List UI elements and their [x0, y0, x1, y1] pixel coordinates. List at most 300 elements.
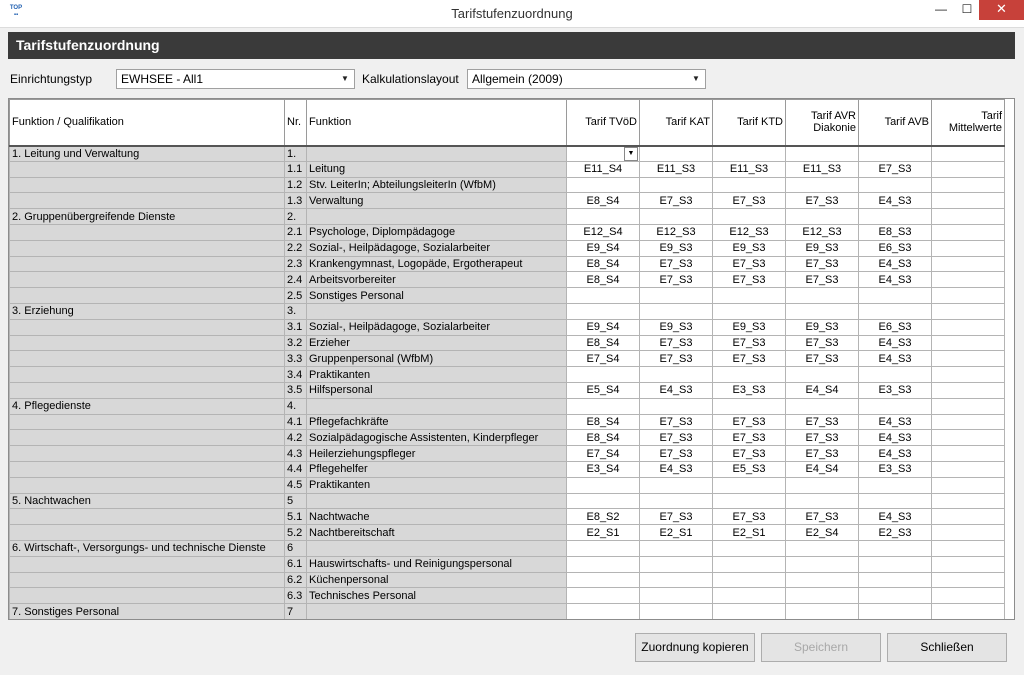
maximize-button[interactable]: ☐ [961, 2, 973, 16]
table-cell[interactable] [859, 556, 932, 572]
table-row[interactable] [10, 335, 1005, 351]
table-cell[interactable]: E7_S3 [713, 430, 786, 446]
table-cell[interactable]: E8_S3 [859, 224, 932, 240]
table-cell[interactable] [713, 493, 786, 509]
table-cell[interactable]: E6_S3 [859, 319, 932, 335]
table-cell: Gruppenpersonal (WfbM) [307, 351, 567, 367]
table-cell[interactable] [567, 398, 640, 414]
table-cell[interactable] [859, 493, 932, 509]
table-cell[interactable]: E9_S4 [567, 240, 640, 256]
table-cell [10, 335, 285, 351]
copy-assignment-button[interactable]: Zuordnung kopieren [635, 633, 755, 662]
chevron-down-icon[interactable]: ▼ [341, 74, 349, 83]
table-cell[interactable] [786, 540, 859, 556]
table-cell[interactable]: E2_S1 [640, 525, 713, 541]
table-cell[interactable]: E2_S1 [567, 525, 640, 541]
table-cell[interactable] [786, 588, 859, 604]
table-cell[interactable]: E11_S3 [713, 161, 786, 177]
table-cell[interactable] [932, 604, 1005, 620]
table-cell: Pflegefachkräfte [307, 414, 567, 430]
col-header-tarif-mittelwerte[interactable]: Tarif Mittelwerte [932, 100, 1005, 146]
table-row[interactable] [10, 272, 1005, 288]
table-cell[interactable]: E7_S3 [713, 351, 786, 367]
table-cell[interactable] [932, 398, 1005, 414]
table-row[interactable] [10, 367, 1005, 383]
table-cell[interactable]: E7_S3 [640, 256, 713, 272]
table-cell[interactable] [786, 209, 859, 225]
col-header-tarif-kat[interactable]: Tarif KAT [640, 100, 713, 146]
table-cell[interactable] [932, 351, 1005, 367]
table-cell[interactable] [932, 572, 1005, 588]
table-cell[interactable]: E7_S3 [640, 193, 713, 209]
table-cell[interactable] [640, 588, 713, 604]
table-row[interactable] [10, 414, 1005, 430]
table-cell[interactable] [713, 604, 786, 620]
table-cell[interactable] [932, 319, 1005, 335]
table-cell[interactable]: E2_S3 [859, 525, 932, 541]
table-cell [10, 430, 285, 446]
table-cell[interactable] [786, 572, 859, 588]
table-cell: 2. [285, 209, 307, 225]
table-cell[interactable] [713, 209, 786, 225]
table-cell[interactable] [932, 525, 1005, 541]
table-cell[interactable]: E12_S4 [567, 224, 640, 240]
table-row[interactable] [10, 525, 1005, 541]
table-cell[interactable] [640, 540, 713, 556]
kalkulationslayout-select[interactable] [467, 69, 706, 89]
table-cell: 5.1 [285, 509, 307, 525]
close-button[interactable]: Schließen [887, 633, 1007, 662]
table-cell [10, 367, 285, 383]
table-cell [10, 240, 285, 256]
table-row[interactable] [10, 588, 1005, 604]
table-cell[interactable]: E9_S3 [640, 319, 713, 335]
table-cell: Heilerziehungspfleger [307, 446, 567, 462]
table-cell[interactable]: E7_S3 [713, 335, 786, 351]
table-cell[interactable]: E4_S3 [640, 382, 713, 398]
table-cell[interactable] [640, 209, 713, 225]
table-cell[interactable]: E8_S4 [567, 272, 640, 288]
table-cell: Nachtbereitschaft [307, 525, 567, 541]
chevron-down-icon[interactable]: ▼ [692, 74, 700, 83]
table-cell: 5.2 [285, 525, 307, 541]
table-cell[interactable]: E7_S3 [786, 335, 859, 351]
table-cell[interactable]: E5_S3 [713, 461, 786, 477]
table-cell: Küchenpersonal [307, 572, 567, 588]
table-cell: 2.3 [285, 256, 307, 272]
table-cell [307, 604, 567, 620]
table-cell[interactable]: E8_S4 [567, 414, 640, 430]
table-row[interactable] [10, 556, 1005, 572]
col-header-funktion[interactable]: Funktion [307, 100, 567, 146]
table-cell[interactable] [932, 588, 1005, 604]
table-row[interactable] [10, 224, 1005, 240]
table-cell[interactable]: E7_S3 [640, 446, 713, 462]
table-cell[interactable]: E4_S3 [859, 193, 932, 209]
table-row[interactable] [10, 146, 1005, 162]
table-cell [10, 288, 285, 304]
table-cell[interactable] [713, 303, 786, 319]
table-cell[interactable]: E12_S3 [713, 224, 786, 240]
table-cell: 1.3 [285, 193, 307, 209]
table-cell[interactable]: E4_S3 [859, 335, 932, 351]
table-row[interactable] [10, 161, 1005, 177]
table-cell[interactable]: E7_S3 [786, 256, 859, 272]
window-title: Tarifstufenzuordnung [451, 6, 573, 21]
table-cell[interactable]: E7_S3 [640, 414, 713, 430]
table-cell[interactable] [859, 604, 932, 620]
table-row[interactable] [10, 382, 1005, 398]
table-cell[interactable] [640, 303, 713, 319]
table-cell[interactable] [859, 288, 932, 304]
table-cell: 4.2 [285, 430, 307, 446]
col-header-nr[interactable]: Nr. [285, 100, 307, 146]
table-cell[interactable] [859, 588, 932, 604]
table-cell [307, 398, 567, 414]
table-row[interactable] [10, 572, 1005, 588]
table-cell[interactable]: E7_S3 [786, 193, 859, 209]
table-cell[interactable] [786, 604, 859, 620]
table-cell[interactable] [567, 493, 640, 509]
table-cell[interactable] [640, 177, 713, 193]
table-cell[interactable] [932, 367, 1005, 383]
table-cell[interactable] [640, 146, 713, 162]
table-cell: 5 [285, 493, 307, 509]
table-cell[interactable] [932, 161, 1005, 177]
table-cell[interactable]: E7_S3 [713, 446, 786, 462]
table-cell: Sozialpädagogische Assistenten, Kinderpfleger [307, 430, 567, 446]
table-cell[interactable]: E3_S3 [859, 461, 932, 477]
table-cell[interactable] [640, 367, 713, 383]
table-cell[interactable] [713, 556, 786, 572]
table-cell[interactable]: E8_S4 [567, 430, 640, 446]
table-cell[interactable] [713, 398, 786, 414]
table-cell[interactable]: E7_S3 [859, 161, 932, 177]
table-cell[interactable] [567, 477, 640, 493]
table-cell: 5. Nachtwachen [10, 493, 285, 509]
table-row[interactable] [10, 288, 1005, 304]
table-cell[interactable]: E4_S3 [859, 414, 932, 430]
table-cell [10, 572, 285, 588]
table-cell[interactable]: E7_S3 [713, 509, 786, 525]
table-cell[interactable] [932, 540, 1005, 556]
table-row[interactable] [10, 351, 1005, 367]
table-cell[interactable] [859, 303, 932, 319]
window-titlebar [0, 0, 1024, 28]
table-row[interactable] [10, 193, 1005, 209]
table-cell[interactable] [859, 367, 932, 383]
table-header-row [10, 100, 1005, 146]
table-row[interactable] [10, 256, 1005, 272]
table-cell[interactable] [713, 367, 786, 383]
table-cell[interactable] [786, 146, 859, 162]
col-header-tarif-avr[interactable]: Tarif AVR Diakonie [786, 100, 859, 146]
table-cell[interactable]: E7_S3 [786, 509, 859, 525]
table-cell[interactable] [932, 177, 1005, 193]
table-cell[interactable] [932, 477, 1005, 493]
table-cell[interactable]: E11_S3 [640, 161, 713, 177]
table-row[interactable] [10, 240, 1005, 256]
table-cell[interactable] [567, 146, 640, 162]
table-cell: 4.4 [285, 461, 307, 477]
table-cell[interactable]: E9_S3 [786, 319, 859, 335]
minimize-button[interactable]: — [935, 2, 947, 16]
table-cell[interactable] [932, 461, 1005, 477]
table-cell[interactable] [567, 556, 640, 572]
table-cell [10, 588, 285, 604]
table-cell[interactable]: E7_S3 [640, 430, 713, 446]
table-cell[interactable]: E4_S3 [859, 430, 932, 446]
table-cell[interactable] [932, 556, 1005, 572]
table-cell [10, 477, 285, 493]
table-cell[interactable] [932, 382, 1005, 398]
table-row[interactable] [10, 604, 1005, 620]
table-cell: Hauswirtschafts- und Reinigungspersonal [307, 556, 567, 572]
table-cell[interactable]: E8_S2 [567, 509, 640, 525]
table-cell: Leitung [307, 161, 567, 177]
table-cell[interactable]: E7_S3 [786, 446, 859, 462]
table-cell[interactable] [932, 240, 1005, 256]
table-cell[interactable] [640, 398, 713, 414]
table-cell[interactable] [567, 303, 640, 319]
table-cell: Verwaltung [307, 193, 567, 209]
table-cell[interactable] [932, 288, 1005, 304]
table-cell[interactable]: E3_S3 [859, 382, 932, 398]
app-logo-icon: TOP ▪▪ [9, 5, 23, 18]
table-cell[interactable] [932, 414, 1005, 430]
table-cell[interactable] [932, 430, 1005, 446]
tarif-grid [8, 98, 1015, 620]
table-cell[interactable] [567, 604, 640, 620]
table-cell[interactable] [932, 224, 1005, 240]
table-cell[interactable]: E4_S3 [859, 256, 932, 272]
table-cell[interactable]: E7_S3 [786, 351, 859, 367]
table-cell[interactable]: E7_S3 [713, 272, 786, 288]
table-cell [10, 461, 285, 477]
table-cell[interactable] [567, 588, 640, 604]
table-cell[interactable] [713, 477, 786, 493]
table-cell[interactable] [932, 493, 1005, 509]
table-cell[interactable] [567, 540, 640, 556]
table-cell[interactable]: E9_S3 [713, 240, 786, 256]
table-cell: Pflegehelfer [307, 461, 567, 477]
table-cell[interactable]: E7_S3 [786, 430, 859, 446]
col-header-tarif-avb[interactable]: Tarif AVB [859, 100, 932, 146]
table-cell [307, 493, 567, 509]
table-cell[interactable]: E6_S3 [859, 240, 932, 256]
table-cell[interactable] [932, 509, 1005, 525]
einrichtungstyp-select[interactable] [116, 69, 355, 89]
table-cell [307, 303, 567, 319]
table-cell: 3.3 [285, 351, 307, 367]
table-row[interactable] [10, 461, 1005, 477]
table-cell[interactable] [713, 177, 786, 193]
table-cell[interactable]: E7_S3 [640, 351, 713, 367]
table-row[interactable] [10, 319, 1005, 335]
table-cell[interactable] [567, 288, 640, 304]
table-cell[interactable]: E2_S4 [786, 525, 859, 541]
table-cell[interactable] [932, 335, 1005, 351]
table-cell[interactable] [859, 398, 932, 414]
table-cell[interactable] [786, 288, 859, 304]
table-cell[interactable] [859, 540, 932, 556]
table-cell[interactable]: E3_S4 [567, 461, 640, 477]
table-cell: Praktikanten [307, 367, 567, 383]
table-cell[interactable] [786, 556, 859, 572]
table-row[interactable] [10, 493, 1005, 509]
table-cell[interactable] [859, 209, 932, 225]
table-cell[interactable]: E12_S3 [640, 224, 713, 240]
table-cell[interactable] [640, 477, 713, 493]
table-cell[interactable] [859, 146, 932, 162]
table-cell[interactable]: E7_S4 [567, 446, 640, 462]
table-row[interactable] [10, 509, 1005, 525]
table-cell[interactable] [713, 540, 786, 556]
table-cell[interactable] [932, 146, 1005, 162]
table-cell: 7. Sonstiges Personal [10, 604, 285, 620]
table-cell[interactable]: E9_S3 [713, 319, 786, 335]
table-cell[interactable] [786, 398, 859, 414]
table-cell [10, 319, 285, 335]
table-cell[interactable]: E4_S3 [859, 272, 932, 288]
table-cell[interactable]: E11_S3 [786, 161, 859, 177]
table-cell: 7 [285, 604, 307, 620]
table-cell: 2.4 [285, 272, 307, 288]
table-cell[interactable] [640, 556, 713, 572]
table-cell[interactable] [786, 493, 859, 509]
table-cell [10, 446, 285, 462]
table-cell: Praktikanten [307, 477, 567, 493]
table-cell[interactable] [567, 572, 640, 588]
table-cell: 1.1 [285, 161, 307, 177]
table-cell: Psychologe, Diplompädagoge [307, 224, 567, 240]
table-cell: 4.1 [285, 414, 307, 430]
table-cell[interactable] [640, 493, 713, 509]
kalkulationslayout-value: Allgemein (2009) [472, 72, 563, 86]
table-cell: 3. [285, 303, 307, 319]
table-cell[interactable]: E7_S3 [713, 256, 786, 272]
table-cell[interactable]: E4_S3 [859, 446, 932, 462]
table-cell[interactable] [567, 367, 640, 383]
table-cell[interactable] [932, 446, 1005, 462]
table-cell[interactable] [932, 209, 1005, 225]
table-row[interactable] [10, 477, 1005, 493]
table-cell[interactable]: E8_S4 [567, 193, 640, 209]
table-cell: 1. Leitung und Verwaltung [10, 146, 285, 162]
save-button[interactable]: Speichern [761, 633, 881, 662]
table-cell[interactable] [640, 572, 713, 588]
table-cell[interactable] [713, 288, 786, 304]
table-cell [10, 351, 285, 367]
table-cell [10, 256, 285, 272]
table-cell[interactable]: E7_S3 [640, 509, 713, 525]
table-cell[interactable] [786, 303, 859, 319]
table-cell[interactable] [713, 572, 786, 588]
table-cell[interactable] [932, 256, 1005, 272]
table-cell: Stv. LeiterIn; AbteilungsleiterIn (WfbM) [307, 177, 567, 193]
table-cell[interactable] [713, 588, 786, 604]
table-cell[interactable] [859, 477, 932, 493]
table-cell: Arbeitsvorbereiter [307, 272, 567, 288]
table-cell[interactable] [786, 177, 859, 193]
table-cell[interactable]: E7_S3 [640, 335, 713, 351]
col-header-funktion-qualifikation[interactable]: Funktion / Qualifikation [10, 100, 285, 146]
table-cell[interactable]: E3_S3 [713, 382, 786, 398]
table-cell[interactable]: E4_S3 [859, 509, 932, 525]
table-cell[interactable]: E5_S4 [567, 382, 640, 398]
table-cell[interactable]: E7_S3 [713, 193, 786, 209]
table-row[interactable] [10, 540, 1005, 556]
table-cell[interactable]: E2_S1 [713, 525, 786, 541]
table-cell: 3.4 [285, 367, 307, 383]
col-header-tarif-tvod[interactable]: Tarif TVöD [567, 100, 640, 146]
table-cell[interactable] [786, 367, 859, 383]
table-cell: 2.1 [285, 224, 307, 240]
table-cell[interactable] [932, 272, 1005, 288]
table-cell[interactable]: E8_S4 [567, 335, 640, 351]
table-row[interactable] [10, 430, 1005, 446]
table-cell[interactable]: E9_S4 [567, 319, 640, 335]
table-cell: 6.1 [285, 556, 307, 572]
close-window-button[interactable]: ✕ [979, 0, 1024, 20]
table-cell[interactable]: E4_S4 [786, 382, 859, 398]
table-cell[interactable]: E4_S4 [786, 461, 859, 477]
table-row[interactable] [10, 177, 1005, 193]
table-cell: 6.2 [285, 572, 307, 588]
table-cell[interactable] [786, 477, 859, 493]
table-cell [307, 209, 567, 225]
table-row[interactable] [10, 303, 1005, 319]
table-row[interactable] [10, 446, 1005, 462]
table-cell [10, 224, 285, 240]
table-cell: 6 [285, 540, 307, 556]
table-cell[interactable]: E7_S3 [786, 414, 859, 430]
table-row[interactable] [10, 398, 1005, 414]
table-cell[interactable]: E12_S3 [786, 224, 859, 240]
table-cell: 6.3 [285, 588, 307, 604]
table-cell[interactable] [567, 209, 640, 225]
table-cell[interactable] [713, 146, 786, 162]
table-cell: 2.5 [285, 288, 307, 304]
table-cell[interactable] [640, 288, 713, 304]
table-cell[interactable]: E8_S4 [567, 256, 640, 272]
einrichtungstyp-value: EWHSEE - All1 [121, 72, 204, 86]
table-cell: 3.2 [285, 335, 307, 351]
table-cell[interactable]: E9_S3 [786, 240, 859, 256]
table-row[interactable] [10, 209, 1005, 225]
table-cell[interactable] [640, 604, 713, 620]
table-cell[interactable]: E9_S3 [640, 240, 713, 256]
table-cell[interactable]: E4_S3 [640, 461, 713, 477]
table-cell[interactable] [567, 177, 640, 193]
table-cell [10, 177, 285, 193]
table-cell: Technisches Personal [307, 588, 567, 604]
table-cell[interactable]: E7_S3 [786, 272, 859, 288]
table-cell[interactable] [859, 177, 932, 193]
col-header-tarif-ktd[interactable]: Tarif KTD [713, 100, 786, 146]
table-cell[interactable]: E7_S3 [713, 414, 786, 430]
table-cell[interactable] [859, 572, 932, 588]
table-cell[interactable] [932, 303, 1005, 319]
chevron-down-icon[interactable]: ▼ [624, 147, 638, 161]
page-title: Tarifstufenzuordnung [8, 32, 1015, 59]
table-cell [10, 556, 285, 572]
table-cell[interactable] [932, 193, 1005, 209]
table-cell[interactable]: E11_S4 [567, 161, 640, 177]
table-cell[interactable]: E7_S3 [640, 272, 713, 288]
table-cell[interactable]: E4_S3 [859, 351, 932, 367]
table-cell[interactable]: E7_S4 [567, 351, 640, 367]
